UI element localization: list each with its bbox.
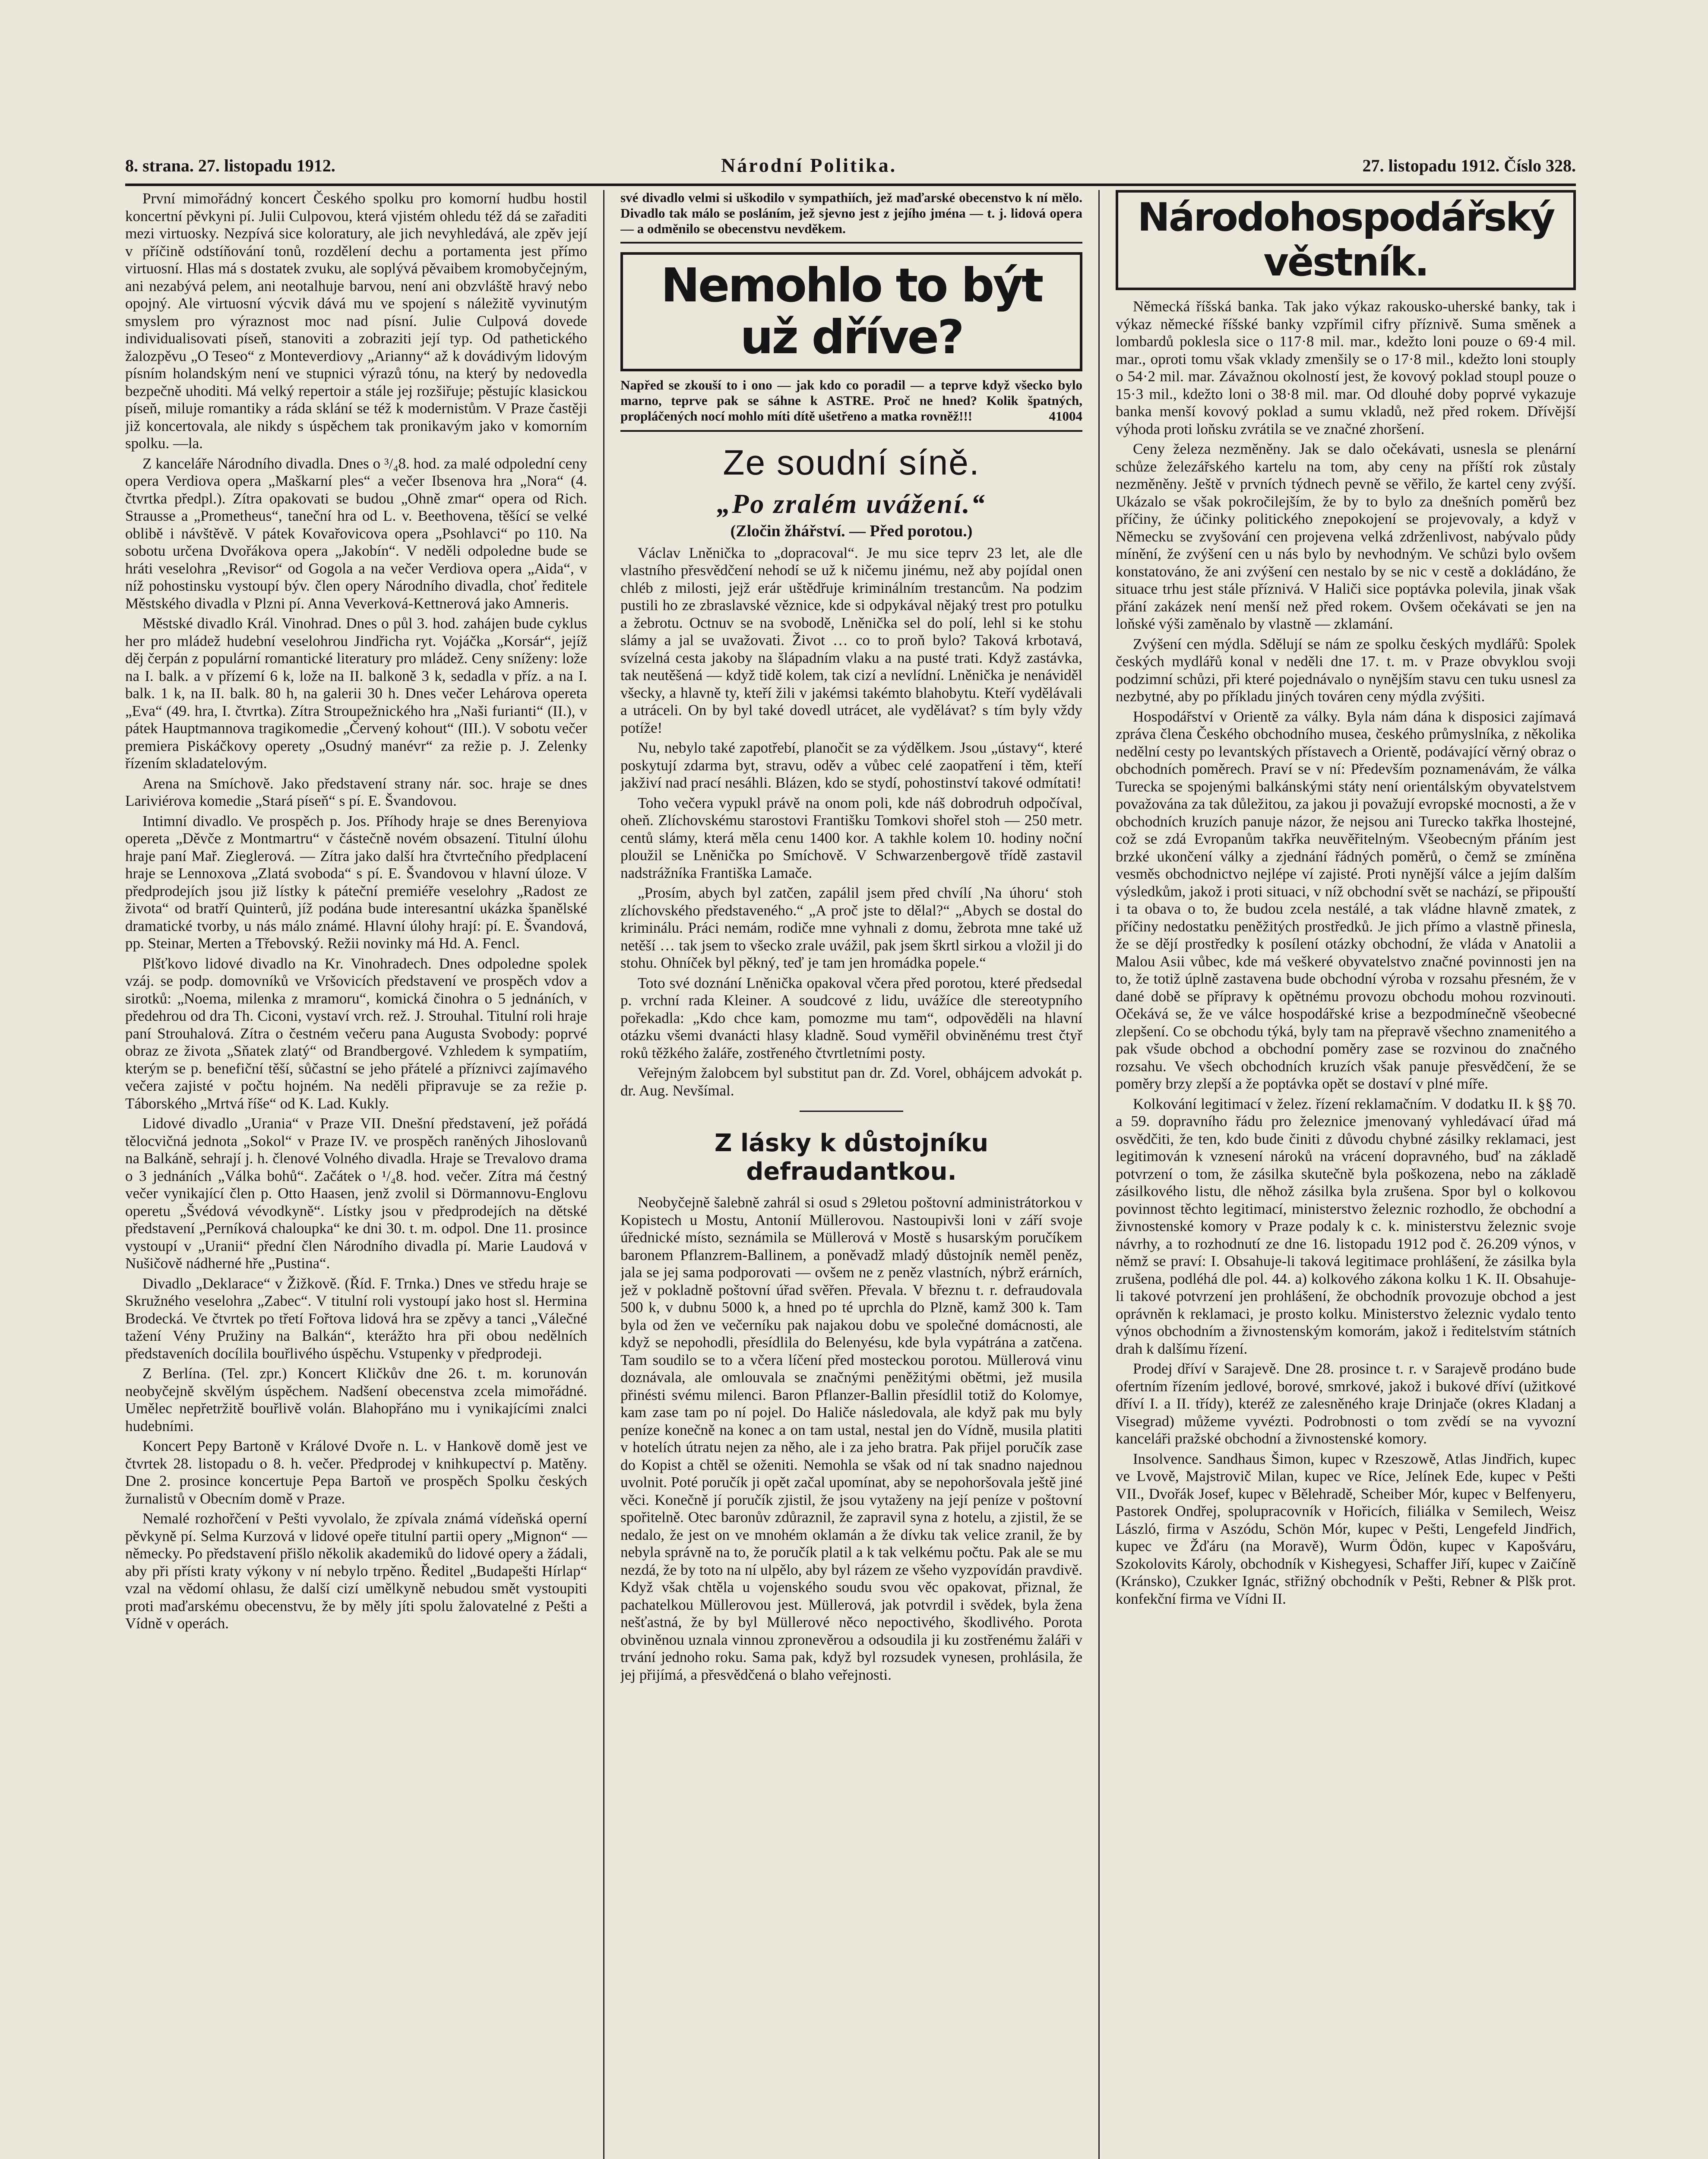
masthead-rule — [125, 184, 1576, 186]
article-paragraph: Německá říšská banka. Tak jako výkaz rakousko-uherské banky, tak i výkaz německé říšské banky vzpřímil cifry příznivě. Suma směnek a lombardů poklesla sice o 117·8 mil. mar., kdežto loni pouze o 69·4 mil. mar., oproti tomu však vklady zmenšily se o 17·8 mil., kdežto loni stouply o 54·2 mil. mar. Závažnou okolností jest, že kovový poklad stoupl pouze o 15·3 mil., kdežto loni o 38·8 mil. mar. Od dlouhé doby poprvé vykazuje banka menší kovový poklad a sumu vkladů, než před rokem. Dřívější výhoda proti loňsku zvrátila se ve značné zhoršení. — [1116, 298, 1576, 437]
continued-article: své divadlo velmi si uškodilo v sympathiích, jež maďarské obecenstvo k ní mělo. Divadlo tak málo se posláním, jež sjevno jest z jejího jména — t. j. lidová opera — a odměnilo se obecenstvu nevděkem. — [620, 190, 1082, 244]
article-paragraph: Prodej dříví v Sarajevě. Dne 28. prosince t. r. v Sarajevě prodáno bude ofertním řízením jedlové, borové, smrkové, jakož i bukové dříví (užitkové dříví I. a II. třídy), kteréž ze zalesněného kraje Drinjače (okres Kladanj a Visegrad) můžeme vyvézti. Podrobnosti o tom zvědí se na vyvozní kanceláři pražské obchodní a živnostenské komory. — [1116, 1360, 1576, 1447]
article-paragraph: Veřejným žalobcem byl substitut pan dr. Zd. Vorel, obhájcem advokát p. dr. Aug. Nevšímal. — [620, 1064, 1082, 1099]
column-left — [125, 190, 587, 2159]
article-paragraph: První mimořádný koncert Českého spolku pro komorní hudbu hostil koncertní pěvkyni pí. Julii Culpovou, která vjistém ohledu též dá se zařaditi mezi virtuosky. Nezpívá sice koloratury, ale jich nevyhledává, ale zpěv její v příčině odstíňování tonů, rozdělení dechu a portamenta jest přímo virtuosní. Hlas má s dostatek zvuku, ale soplývá pěvaibem kromobyčejným, ani nezabývá pelem, ani neotalhuje barvou, není ani obzvláště hravý nebo opojný. Ale virtuosní výcvik dává mu ve spojení s náležitě vyvinutým smyslem pro výraznost moc nad písní. Julie Culpová dovede individualisovati píseň, stanoviti a zobraziti její typ. Od pathetického žalozpěvu „O Teseo“ z Monteverdiovy „Arianny“ až k dovádivým lidovým písním holandským není ve stupnici výrazů tónu, na který by nedovedla bezpečně uhoditi. Má velký repertoir a stále jej rozšiřuje; pěstujíc klasickou píseň, miluje romantiky a ráda sklání se též k modernistům. V Praze častěji již koncertovala, ale nikdy s úspěchem tak pronikavým jako v komorním spolku. —la. — [125, 190, 587, 452]
section-heading-court: Ze soudní síně. — [723, 443, 980, 482]
article-paragraph: Neobyčejně šalebně zahrál si osud s 29letou poštovní administrátorkou v Kopistech u Mostu, Antonií Müllerovou. Nastoupivši loni v září svoje úřednické místo, seznámila se Müllerová v Mostě s husarským poručíkem baronem Pflanzrem-Ballinem, a poněvadž mladý důstojník neměl peněz, jala se jej sama podporovati — ovšem ne z peněz vlastních, nýbrž erárních, jež v pokladně poštovní úřad svěřen. Převala. V březnu t. r. defraudovala 500 k, v dubnu 5000 k, a hned po té uprchla do Plzně, kamž 300 k. Tam byla od žen ve večerníku pak najakou dobu ve společné domácnosti, ale když se nepohodli, přesídlila do Belenyésu, kde byla vypátrána a zatčena. Tam soudilo se to a včera líčení před mosteckou porotou. Müllerová vinu doznávala, ale omlouvala se značnými peněžitými obětmi, jež musila přinésti svému milenci. Baron Pflanzer-Ballin přesídlil totiž do Kolomye, kam zase tam po ní pojel. Do Haliče následovala, ale když pak mu byly peníze konečně na konec a on tam ustal, nestal jen do Vídně, musila platiti v hotelích útratu nejen za něho, ale i za jeho bratra. Pak přijel poručík zase do Kopist a chtěl se oženiti. Nemohla se však od ní tak snadno najednou uvolnit. Poté poručík ji opět začal upomínat, aby se nepohoršovala ještě jiné věci. Konečně jí poručík zjistil, že jsou vytaženy na její peníze v poštovní spořitelně. Otec baronův zdůraznil, že zapravil syna z hotelu, a zjistil, že se nedalo, že jest on ve mnohém oklamán a že dívku tak velice zranil, že by nebyla správně na to, že poručík platil a k tak velkému počtu. Pak ale se mu nezdá, že by toto na ní ulpělo, aby byl rázem ze všeho vyzpovídán pravdivě. Když však chtěla u vojenského soudu svou věc opakovat, přiznal, že pachatelkou Müllerovou jest. Müllerová, jak potvrdil i svědek, byla žena nešťastná, že by byl Müllerové něco nepoctivého, škodlivého. Porota obviněnou uznala vinnou zpronevěrou a odsoudila ji ku zostřenému žaláři v trvání jednoho roku. Sama pak, když byl rozsudek vynesen, prohlásila, že jej přijímá, a přesvědčená o blaho veřejnosti. — [620, 1194, 1082, 1683]
article-paragraph: Nu, nebylo také zapotřebí, planočit se za výdělkem. Jsou „ústavy“, které poskytují zdarma byt, stravu, oděv a vůbec celé zaopatření i těm, kteří jakživí nad prací nesáhli. Blázen, kdo se stydí, pohostinství takové odmítati! — [620, 739, 1082, 791]
separator-rule — [800, 1111, 903, 1112]
article-paragraph: Ceny železa nezměněny. Jak se dalo očekávati, usnesla se plenární schůze železářského kartelu na tom, aby ceny na příští rok zůstaly nezměněny. Ještě v prvních týdnech pevně se věřilo, že kartel ceny zvýší. Ukázalo se však pokročilejším, že by to bylo za dnešních poměrů bez příčiny, že účinky politického znepokojení se projevovaly, a když v Německu se zvyšování cen projevena velká zdrženlivost, nabývalo půdy mínění, že zvýšení cen u nás bylo by nevhodným. Ve schůzi bylo ovšem konstatováno, že ani zvýšení cen nestalo by se nic v cestě a dokládáno, že situace trhu jest stále příznivá. V Haliči sice poptávka polevila, jinak však přání zakázek není menší než před rokem. Ovšem očekávati se jen na loňské výši zaměnalo by vlastně — zklamání. — [1116, 440, 1576, 632]
article-paragraph: Městské divadlo Král. Vinohrad. Dnes o půl 3. hod. zahájen bude cyklus her pro mládež hudební veselohrou Jindřicha ryt. Vojáčka „Korsár“, jejíž děj čerpán z populární romantické literatury pro mládež. Ceny sníženy: lože na I. balk. a v přízemí 6 k, lože na II. balkoně 3 k, sedadla v příz. a na I. balk. 1 k, na II. balk. 80 h, na galerii 30 h. Dnes večer Lehárova opereta „Eva“ (49. hra, I. čtvrtka). Zítra Stroupežnického hra „Naši furianti“ (II.), v pátek Hauptmannova tragikomedie „Červený kohout“ (III.). V sobotu večer premiera Piskáčkovy operety „Osudný manévr“ za režie p. J. Zelenky řízením skladatelovým. — [125, 615, 587, 772]
article-paragraph: Václav Lněnička to „dopracoval“. Je mu sice teprv 23 let, ale dle vlastního přesvědčení nehodí se už k ničemu jinému, než aby pojídal onen chléb z milosti, jejž erár uštědřuje kriminálním trestancům. Na podzim pustili ho ze zbraslavské věznice, kde si odpykával nějaký trest pro potulku a žebrotu. Octnuv se na svobodě, Lněnička sel do polí, lehl si ke stohu slámy a jal se uvažovati. Život … co to proň bylo? Taková krbotavá, svízelná cesta jakoby na šlápadním vlaku a na pusté trati. Když zastávka, tak neutěšená — když tidě kolem, tak cizí a nevlídní. Lněnička je nenáviděl všecky, a hlavně ty, kteří žili v jakémsi takémto blahobytu. Kteří vydělávali a utráceli. On by byl také dovedl utrácet, ale vydělávat? s tím byly vždy potíže! — [620, 544, 1082, 736]
article-paragraph: Intimní divadlo. Ve prospěch p. Jos. Příhody hraje se dnes Berenyiova opereta „Děvče z Montmartru“ v částečně novém obsazení. Titulní úlohu hraje paní Mař. Zieglerová. — Zítra jako další hra čtvrtečního předplacení hraje se Lennoxova „Zlatá svoboda“ s pí. E. Švandovou v hlavní úloze. V předprodejích jsou již lístky k páteční premiéře veselohry „Radost ze života“ od bratří Quinterů, jíž podána bude interesantní ukázka španělské dramatické tvorby, u nás málo známé. Hlavní úlohy hrají: pí. E. Švandová, pp. Steinar, Merten a Třebovský. Režii novinky má Hd. A. Fencl. — [125, 812, 587, 952]
column-middle — [620, 190, 1082, 2159]
article-paragraph: „Prosím, abych byl zatčen, zapálil jsem před chvílí ‚Na úhoru‘ stoh zlíchovského představeného.“ „A proč jste to dělal?“ „Abych se dostal do kriminálu. Práci nemám, rodiče mne vyhnali z domu, žebrota mne také už netěší … tak jsem to všecko zrale uvážil, pak jsem škrtl sirkou a vložil ji do stohu. Ohníček byl pěkný, teď je tam jen hromádka popele.“ — [620, 884, 1082, 971]
article-paragraph: Plšťkovo lidové divadlo na Kr. Vinohradech. Dnes odpoledne spolek vzáj. se podp. domovníků ve Vršovicích představení ve prospěch vdov a sirotků: „Noema, milenka z mramoru“, komická činohra o 5 jednáních, v předehrou od dra Th. Ciconi, vystaví vrch. rež. J. Strouhal. Titulní roli hraje paní Strouhalová. Zítra o čestném večeru pana Augusta Svobody: poprvé obraz ze života „Sňatek zlatý“ od Brandbergové. Vzhledem k sympatiím, kterým se p. benefiční těší, sůčastní se jeho přátelé a příznivci zajímavého večera zajisté v počtu hojném. Na neděli připravuje se za režie p. Táborského „Mrtvá říše“ od K. Lad. Kukly. — [125, 955, 587, 1112]
article-paragraph: Z Berlína. (Tel. zpr.) Koncert Kličkův dne 26. t. m. korunován neobyčejně skvělým úspěchem. Nadšení obecenstva zcela mimořádné. Umělec nepřetržitě bouřlivě volán. Blahopřáno mu i vynikajícími znalci hudebními. — [125, 1365, 587, 1434]
article-paragraph: Toto své doznání Lněnička opakoval včera před porotou, které předsedal p. vrchní rada Kleiner. A soudcové z lidu, uvážíce dle stereotypního pořekadla: „Kdo chce kam, pomozme mu tam“, odpověděli na hlavní otázku všemi dvanácti hlasy kladně. Soud vyměřil obviněnému trest čtyř roků těžkého žaláře, zostřeného čtvrtletními posty. — [620, 974, 1082, 1061]
advertisement-number: 41004 — [1049, 408, 1082, 424]
advertisement-headline: Nemohlo to být už dříve? — [620, 252, 1082, 371]
article-paragraph: Z kanceláře Národního divadla. Dnes o ³/₄8. hod. za malé odpolední ceny opera Verdiova opera „Maškarní ples“ a večer Ibsenova hra „Nora“ (4. čtvrtka předpl.). Zítra opakovati se budou „Ohně zmar“ opera od Rich. Strausse a „Prometheus“, taneční hra od L. v. Beethovena, těšící se velké oblibě i návštěvě. V pátek Kovařovicova opera „Psohlavci“ po 110. Na sobotu určena Dvořákova opera „Jakobín“. V neděli odpoledne bude se hráti veselohra „Revisor“ od Gogola a na večer Verdiova opera „Aida“, v níž pohostinsku vystoupí býv. člen opery Národního divadla, choť ředitele Městského divadla v Plzni pí. Anna Veverková-Kettnerová jako Amneris. — [125, 455, 587, 612]
column-divider — [1098, 190, 1100, 2159]
article-paragraph: Kolkování legitimací v želez. řízení reklamačním. V dodatku II. k §§ 70. a 59. dopravního řádu pro železnice jmenovaný vyhledávací úřad má osvědčiti, že ten, kdo bude činiti z důvodu chybné zásilky reklamaci, jest legitimován k vznesení nároků na vrácení dopravného, buď na základě potvrzení o tom, že zásilka skutečně byla poškozena, nebo na základě zásilkového listu, dle něhož zásilka byla zrušena. Spor byl o kolkovou povinnost těchto legitimací, ministerstvo železnic rozhodlo, že obchodní a živnostenské komory v Praze podaly k c. k. ministerstvu železnic svoje návrhy, a to rozhodnutí ze dne 16. listopadu 1912 pod č. 26.209 výnos, v němž se praví: I. Obsahuje-li taková legitimace prohlášení, že zásilka byla zrušena, podléhá dle pol. 44. a) kolkového zákona kolku 1 K. II. Obsahuje-li takové potvrzení jen prohlášení, že obchodník provozuje obchod a jest oprávněn k reklamaci, je prosto kolku. Ministerstvo železnic vydalo tento výnos obchodním a živnostenským komorám, jakož i ředitelstvím státních drah k dalšímu řízení. — [1116, 1095, 1576, 1357]
story-title: „Po zralém uvážení.“ — [717, 488, 986, 519]
article-paragraph: Lidové divadlo „Urania“ v Praze VII. Dnešní představení, jež pořádá tělocvičná jednota „Sokol“ v Praze IV. ve prospěch raněných Jihoslovanů na Balkáně, sehrají j. h. členové Volného divadla. Hraje se Trevalovo drama o 3 jednáních „Válka bohů“. Začátek o ¹/₄8. hod. večer. Zítra má čestný večer vynikající člen p. Otto Haasen, jenž zvolil si Dörmannovu-Englovu operetu „Švédová vévodkyně“. Lístky jsou v předprodejích na dětské představení „Perníková chaloupka“ ke dni 30. t. m. odpol. Dne 11. prosince vystoupí v „Uranii“ přední člen Národního divadla pí. Marie Laudová v Nušičově nádherné hře „Pustina“. — [125, 1115, 587, 1272]
story-subtitle: (Zločin žhářství. — Před porotou.) — [730, 522, 973, 540]
story-title: Z lásky k důstojníku defraudantkou. — [714, 1129, 989, 1186]
advertisement-text — [620, 377, 1082, 432]
section-heading-economy: Národohospodářský věstník. — [1116, 190, 1576, 290]
masthead — [125, 151, 1576, 181]
issue-number: 27. listopadu 1912. Číslo 328. — [1362, 156, 1576, 175]
article-paragraph: Zvýšení cen mýdla. Sdělují se nám ze spolku českých mydlářů: Spolek českých mydlářů konal v neděli dne 17. t. m. v Praze obvyklou svoji podzimní schůzi, při které pojednávalo o nynějším stavu cen tuku usnesl za nezbytné, aby po příkladu jiných továren ceny mýdla zvýšiti. — [1116, 635, 1576, 705]
newspaper-title: Národní Politika. — [721, 154, 897, 176]
advertisement-body: Napřed se zkouší to i ono — jak kdo co poradil — a teprve když všecko bylo marno, teprve pak se sáhne k ASTRE. Proč ne hned? Kolik špatných, propláčených nocí mohlo míti dítě ušetřeno a matka rovněž!!! — [620, 377, 1082, 424]
article-paragraph: Divadlo „Deklarace“ v Žižkově. (Říd. F. Trnka.) Dnes ve středu hraje se Skružného veselohra „Zabec“. V titulní roli vystoupí jako host sl. Hermina Brodecká. Ve čtvrtek po třetí Fořtova lidová hra se zpěvy a tanci „Válečné tažení Vény Pružiny na Balkán“, kterážto hra při obou nedělních představeních docílila bouřlivého úspěchu. Vstupenky v předprodeji. — [125, 1275, 587, 1362]
article-paragraph: Nemalé rozhořčení v Pešti vyvolalo, že zpívala známá vídeňská operní pěvkyně pí. Selma Kurzová v lidové opeře titulní partii opery „Mignon“ — německy. Po představení přišlo několik akademiků do lidové opery a žádali, aby při přísti kraty výkony v ní nebylo trpěno. Ředitel „Budapešti Hírlap“ vzal na vědomí ohlasu, že další cizí umělkyně nebudou smět vystoupiti proti maďarskému obecenstvu, že by měly jíti spolu žalovatelné z Pešti a Vídně v operách. — [125, 1510, 587, 1632]
article-paragraph: Arena na Smíchově. Jako představení strany nár. soc. hraje se dnes Lariviérova komedie „Stará píseň“ s pí. E. Švandovou. — [125, 775, 587, 809]
column-divider — [603, 190, 604, 2159]
article-paragraph: Toho večera vypukl právě na onom poli, kde náš dobrodruh odpočíval, oheň. Zlíchovskému starostovi Františku Tomkovi shořel stoh — 250 metr. centů slámy, která měla cenu 1400 kor. A takhle kolem 10. hodiny noční ploužil se Lněnička po Smíchově. V Schwarzenbergově třídě zastavil nadstrážníka Františka Lamače. — [620, 794, 1082, 881]
column-right — [1116, 190, 1576, 2159]
article-paragraph: Hospodářství v Orientě za války. Byla nám dána k disposici zajímavá zpráva člena Českého obchodního musea, českého průmyslníka, z několika nedělní cesty po levantských přístavech a Orientě, podávající věrný obraz o obchodních poměrech. Praví se v ní: Především poznamenávám, že válka Turecka se spojenými balkánskými státy není orientálským obyvatelstvem považována za tak důležitou, za jakou ji považují evropské mocnosti, a že v obchodních kruzích panuje názor, že nejsou ani Turecko takřka lhostejné, což se zdá Evropanům takřka neuvěřitelným. Všeobecným přáním jest brzké ukončení války a zjednání řádných poměrů, o čemž se zmíněna vesměs obchodnictvo nejlépe ví zajisté. Proti nynější válce a jejím dalším výsledkům, jakož i proti situaci, v níž obchodní svět se nachází, se připouští i ta obava o to, že budou zcela nestálé, a tak vládne hlavně zmatek, z příčiny nedostatku peněžitých prostředků. Je jich přímo a vlastně přinesla, že se dějí prostředky k posílení otázky obchodní, že vláda v Anatolii a Malou Asii vůbec, kde má veškeré obyvatelstvo značné povinnosti jen na to, že totiž úplně zastavena bude obchodní výroba v rozsahu přesném, že v dané době se přípravy k opětnému provozu obchodu mohou rozvinouti. Očekává se, že ve válce hospodářské krise a bezpodmínečně všeobecné zlepšení. Co se obchodu týká, byly tam na přepravě všechno znamenitého a pak všude obchod a obchodní poměry zase se rozvinou do značného rozsahu. Ve všech obchodních kruzích však panuje přesvědčení, že se poměry brzy zlepší a že poptávka opět se dostaví v plné míře. — [1116, 708, 1576, 1092]
article-paragraph: Koncert Pepy Bartoně v Králové Dvoře n. L. v Hankově domě jest ve čtvrtek 28. listopadu o 8. h. večer. Předprodej v knihkupectví p. Matěny. Dne 2. prosince koncertuje Pepa Bartoň ve prospěch Spolku českých žurnalistů v Obecním domě v Praze. — [125, 1437, 587, 1507]
page-date-left: 8. strana. 27. listopadu 1912. — [125, 156, 335, 175]
article-paragraph: Insolvence. Sandhaus Šimon, kupec v Rzeszowě, Atlas Jindřich, kupec ve Lvově, Majstrovič Milan, kupec ve Ríce, Jelínek Ede, kupec v Pešti VII., Dvořák Josef, kupec v Bělehradě, Scheiber Mór, kupec v Belfenyeru, Pastorek Ondřej, spolupracovník v Hořicích, filiálka v Semilech, Weisz László, firma v Aszódu, Schön Mór, kupec v Pešti, Lengefeld Jindřich, kupec ve Žďáru (na Moravě), Wurm Ödön, kupec v Kapošváru, Szokolovits Károly, obchodník v Kishegyesi, Schaffer Jiří, kupec v Zaičíně (Kránsko), Czukker Ignác, střižný obchodník v Pešti, Rebner & Plšk prot. konfekční firma ve Vídni II. — [1116, 1450, 1576, 1607]
